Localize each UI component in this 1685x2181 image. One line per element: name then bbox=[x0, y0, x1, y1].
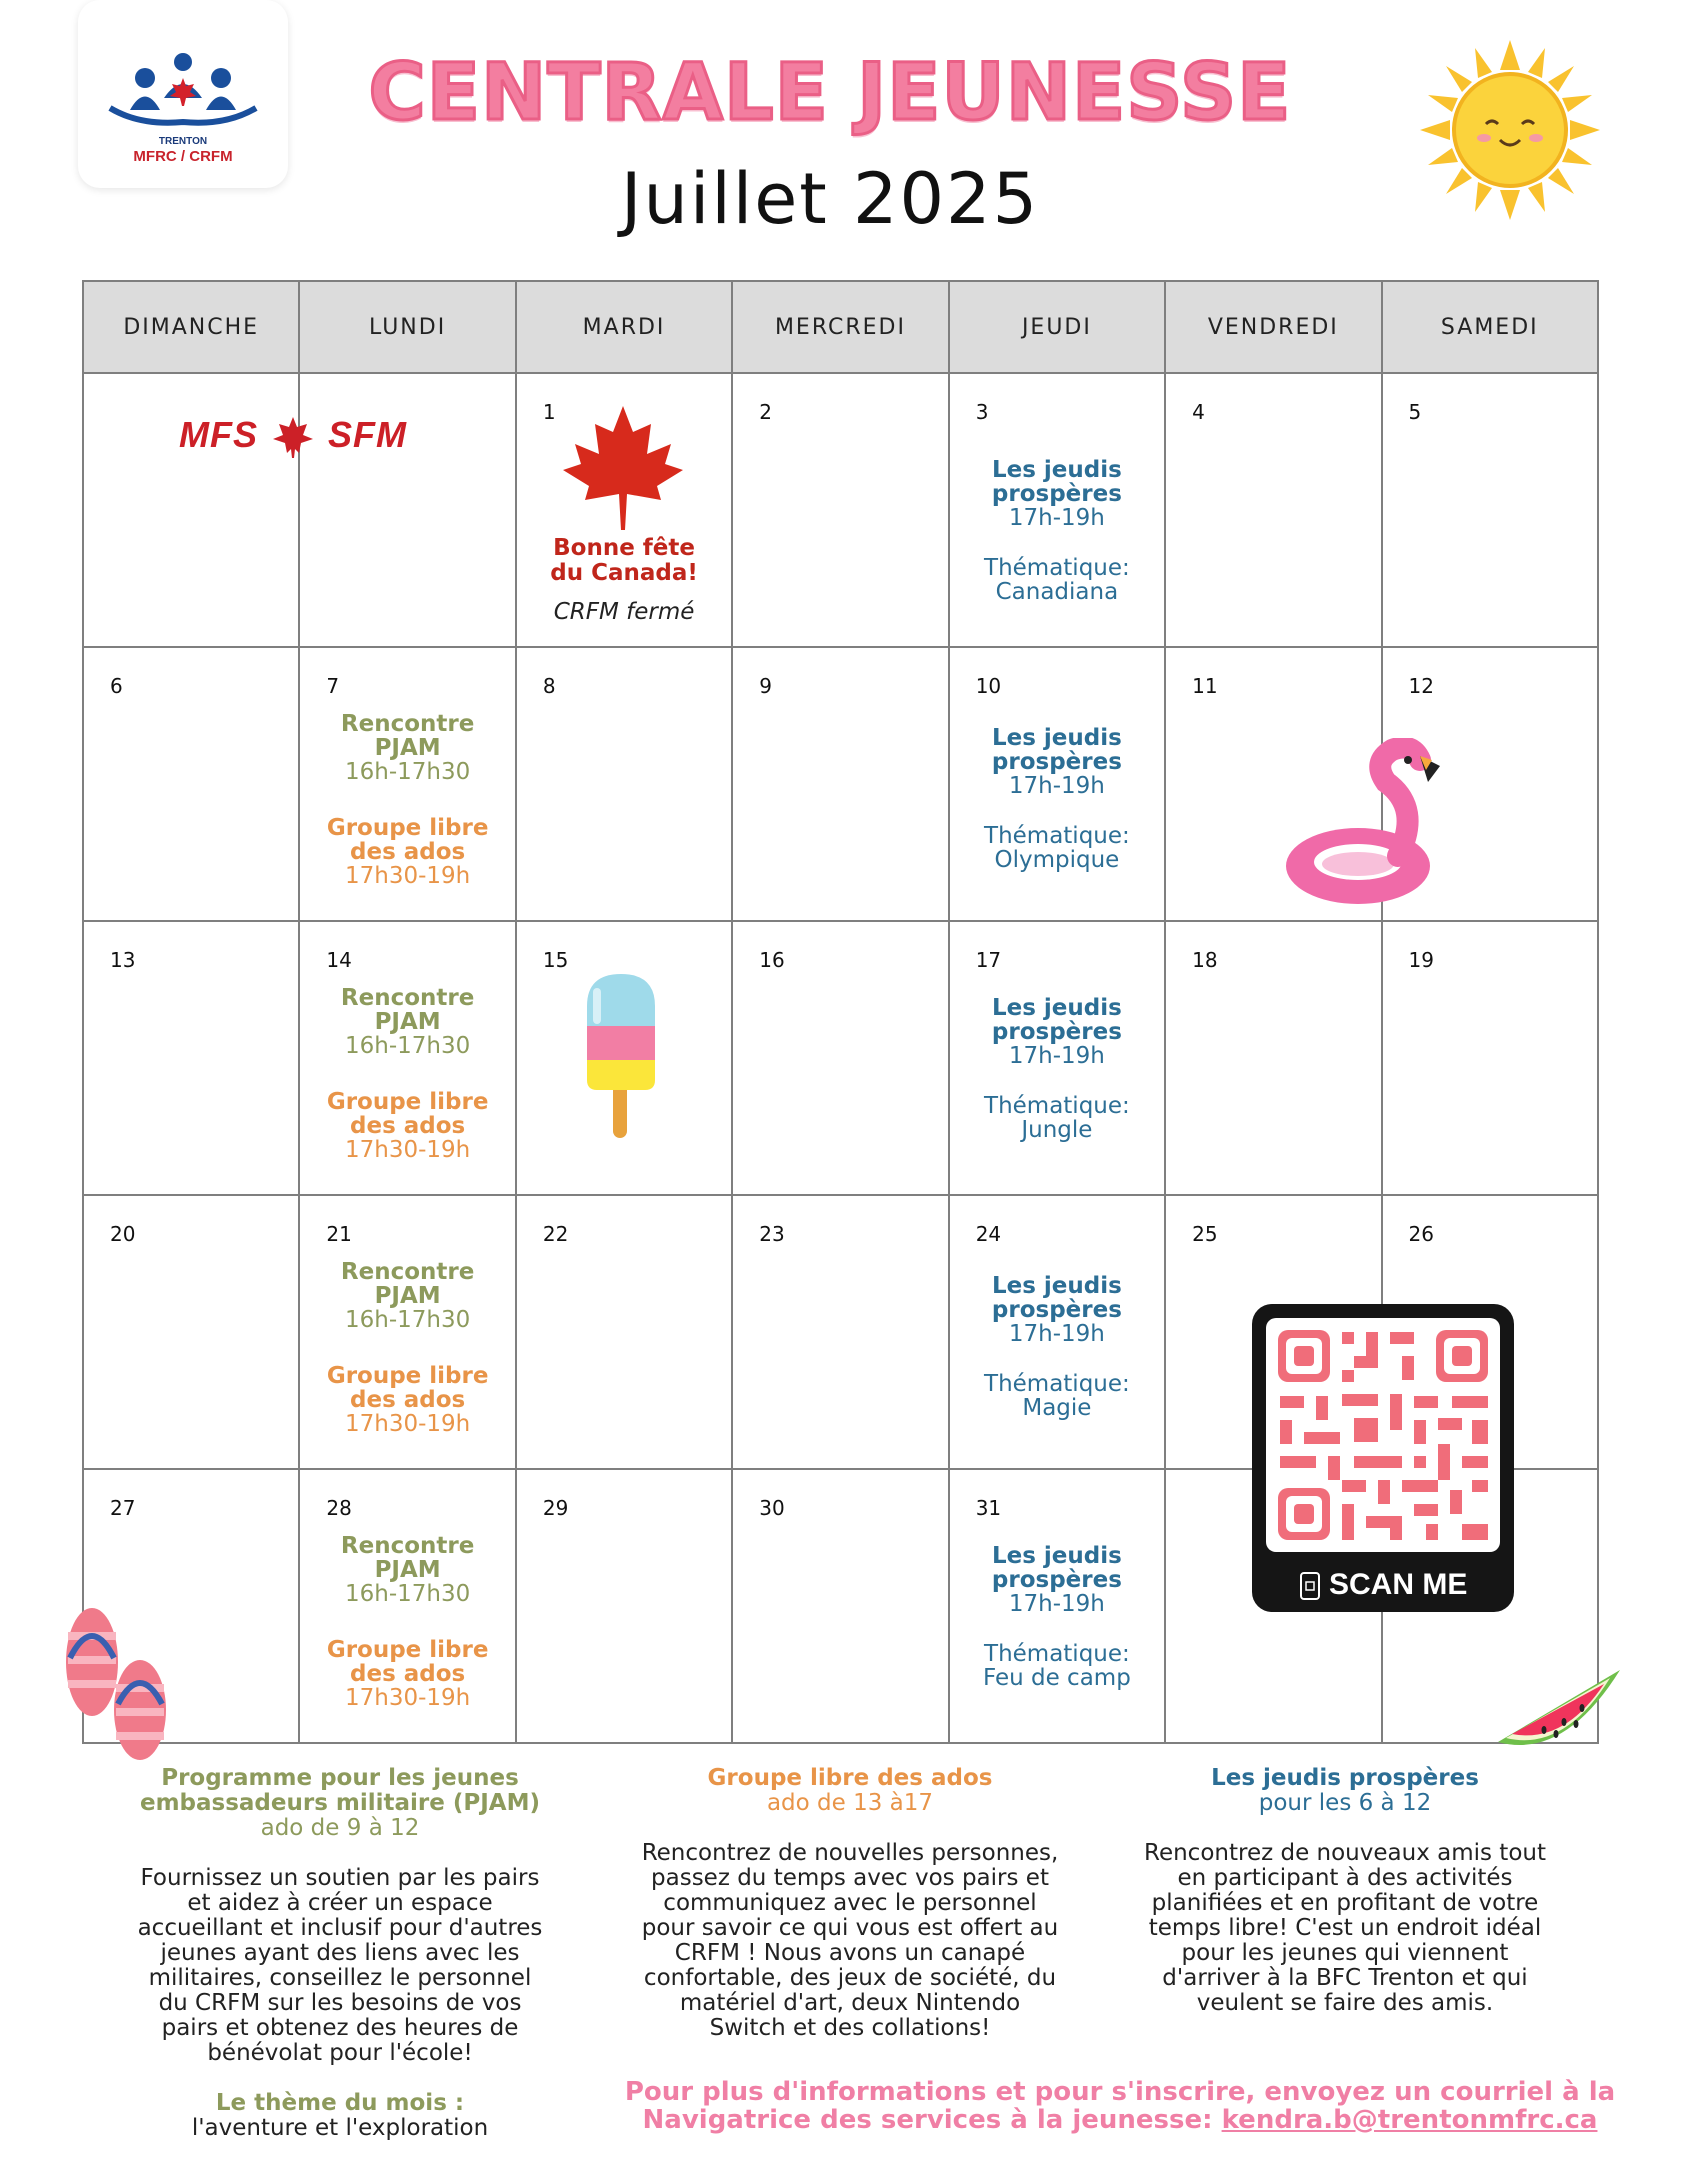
event-pjam-time: 16h-17h30 bbox=[345, 1581, 471, 1607]
day-number: 28 bbox=[326, 1496, 352, 1520]
event-teen-title-2: des ados bbox=[350, 1387, 466, 1413]
event-thursday-time: 17h-19h bbox=[1008, 505, 1105, 531]
qr-pattern-icon bbox=[1266, 1318, 1500, 1552]
day-cell bbox=[732, 1469, 948, 1743]
day-number: 16 bbox=[759, 948, 785, 972]
event-thursday-time: 17h-19h bbox=[1008, 1321, 1105, 1347]
event-teen-title-2: des ados bbox=[350, 1661, 466, 1687]
event-theme-label: Thématique: bbox=[984, 555, 1130, 581]
event-teen-title: Groupe libre bbox=[326, 1089, 489, 1115]
event-pjam-title-2: PJAM bbox=[374, 1557, 441, 1583]
day-number: 23 bbox=[759, 1222, 785, 1246]
event-pjam-title: Rencontre bbox=[340, 711, 475, 737]
day-number: 1 bbox=[542, 400, 556, 424]
mfs-sfm-logo: MFS SFM bbox=[179, 414, 407, 459]
day-header: MARDI bbox=[516, 281, 732, 373]
day-number: 26 bbox=[1408, 1222, 1434, 1246]
thursday-body-line: en participant à des activités bbox=[1177, 1865, 1513, 1891]
pjam-body-line: bénévolat pour l'école! bbox=[207, 2040, 473, 2066]
event-teen-time: 17h30-19h bbox=[345, 1137, 471, 1163]
teen-body-line: Switch et des collations! bbox=[709, 2015, 991, 2041]
contact-info bbox=[620, 2078, 1620, 2134]
day-cell bbox=[949, 647, 1165, 921]
day-number: 30 bbox=[759, 1496, 785, 1520]
event-thursday-title-2: prospères bbox=[991, 1567, 1122, 1593]
event-thursday-title: Les jeudis bbox=[991, 1273, 1122, 1299]
thursday-body-line: pour les jeunes qui viennent bbox=[1181, 1940, 1509, 1966]
day-header: JEUDI bbox=[949, 281, 1165, 373]
day-number: 7 bbox=[326, 674, 340, 698]
pjam-ages: ado de 9 à 12 bbox=[260, 1815, 420, 1841]
day-cell bbox=[949, 1195, 1165, 1469]
day-number: 10 bbox=[975, 674, 1002, 698]
thursday-body-line: d'arriver à la BFC Trenton et qui bbox=[1162, 1965, 1528, 1991]
thursday-body-line: planifiées et en profitant de votre bbox=[1151, 1890, 1539, 1916]
day-number: 17 bbox=[975, 948, 1002, 972]
day-number: 27 bbox=[110, 1496, 136, 1520]
day-number: 9 bbox=[759, 674, 772, 698]
teen-body-line: communiquez avec le personnel bbox=[663, 1890, 1037, 1916]
day-cell bbox=[83, 373, 408, 647]
pjam-body-line: pairs et obtenez des heures de bbox=[161, 2015, 519, 2041]
day-cell bbox=[1165, 373, 1381, 647]
event-theme: Canadiana bbox=[995, 579, 1119, 605]
teen-body-line: matériel d'art, deux Nintendo bbox=[679, 1990, 1021, 2016]
event-thursday-time: 17h-19h bbox=[1008, 773, 1105, 799]
event-theme: Magie bbox=[1022, 1395, 1092, 1421]
pjam-body-line: accueillant et inclusif pour d'autres bbox=[137, 1915, 543, 1941]
canada-day-text-2: du Canada! bbox=[550, 560, 698, 586]
day-cell bbox=[299, 921, 515, 1195]
day-number: 6 bbox=[110, 674, 123, 698]
people-maple-logo-icon bbox=[100, 48, 266, 134]
mfrc-logo bbox=[78, 0, 288, 188]
thursday-ages: pour les 6 à 12 bbox=[1258, 1790, 1432, 1816]
teen-ages: ado de 13 à17 bbox=[766, 1790, 934, 1816]
event-teen-title-2: des ados bbox=[350, 839, 466, 865]
day-cell bbox=[516, 647, 732, 921]
qr-label: SCAN ME bbox=[1252, 1568, 1514, 1602]
day-cell bbox=[83, 647, 299, 921]
event-thursday-time: 17h-19h bbox=[1008, 1591, 1105, 1617]
day-number: 15 bbox=[542, 948, 569, 972]
day-header: DIMANCHE bbox=[83, 281, 299, 373]
event-thursday-time: 17h-19h bbox=[1008, 1043, 1105, 1069]
logo-city: TRENTON bbox=[158, 136, 208, 147]
contact-line-1: Pour plus d'informations et pour s'inscrire, envoyez un courriel à la bbox=[624, 2077, 1616, 2107]
teen-body-line: pour savoir ce qui vous est offert au bbox=[641, 1915, 1059, 1941]
teen-title: Groupe libre des ados bbox=[707, 1765, 993, 1791]
day-number: 20 bbox=[110, 1222, 136, 1246]
watermelon-slice-icon bbox=[1494, 1664, 1624, 1762]
thursday-body-line: temps libre! C'est un endroit idéal bbox=[1148, 1915, 1542, 1941]
flip-flops-icon bbox=[60, 1604, 172, 1764]
event-pjam-time: 16h-17h30 bbox=[345, 1307, 471, 1333]
teen-body-line: confortable, des jeux de société, du bbox=[643, 1965, 1057, 1991]
day-header: MERCREDI bbox=[732, 281, 948, 373]
pjam-title-2: embassadeurs militaire (PJAM) bbox=[139, 1790, 541, 1816]
day-cell bbox=[516, 1195, 732, 1469]
day-cell bbox=[299, 1469, 515, 1743]
day-number: 11 bbox=[1192, 674, 1218, 698]
day-number: 4 bbox=[1192, 400, 1205, 424]
day-cell bbox=[299, 373, 515, 647]
closed-note: CRFM fermé bbox=[553, 599, 695, 625]
teen-body-line: CRFM ! Nous avons un canapé bbox=[674, 1940, 1026, 1966]
event-thursday-title: Les jeudis bbox=[991, 1543, 1122, 1569]
event-thursday-title-2: prospères bbox=[991, 1019, 1122, 1045]
event-pjam-title: Rencontre bbox=[340, 985, 475, 1011]
day-cell bbox=[732, 647, 948, 921]
day-number: 13 bbox=[110, 948, 136, 972]
pjam-title-1: Programme pour les jeunes bbox=[161, 1765, 519, 1791]
day-cell bbox=[732, 1195, 948, 1469]
event-theme: Feu de camp bbox=[982, 1665, 1131, 1691]
day-number: 12 bbox=[1408, 674, 1434, 698]
day-number: 3 bbox=[975, 400, 989, 424]
day-header: VENDREDI bbox=[1165, 281, 1381, 373]
event-theme: Jungle bbox=[1021, 1117, 1093, 1143]
pjam-body-line: militaires, conseillez le personnel bbox=[148, 1965, 532, 1991]
event-pjam-title-2: PJAM bbox=[374, 735, 441, 761]
day-number: 2 bbox=[759, 400, 772, 424]
day-number: 21 bbox=[326, 1222, 352, 1246]
program-thursday bbox=[1120, 1766, 1570, 2016]
day-cell bbox=[1382, 373, 1598, 647]
day-cell bbox=[949, 921, 1165, 1195]
event-pjam-title-2: PJAM bbox=[374, 1283, 441, 1309]
day-cell bbox=[83, 921, 299, 1195]
qr-code[interactable] bbox=[1252, 1304, 1514, 1612]
event-thursday-title-2: prospères bbox=[991, 1297, 1122, 1323]
day-number: 14 bbox=[326, 948, 352, 972]
event-pjam-title-2: PJAM bbox=[374, 1009, 441, 1035]
event-teen-title: Groupe libre bbox=[326, 1363, 489, 1389]
event-pjam-title: Rencontre bbox=[340, 1533, 475, 1559]
event-thursday-title-2: prospères bbox=[991, 481, 1122, 507]
email-link[interactable]: kendra.b@trentonmfrc.ca bbox=[1221, 2105, 1598, 2135]
event-teen-title: Groupe libre bbox=[326, 815, 489, 841]
flamingo-float-icon bbox=[1280, 738, 1450, 910]
event-thursday-title-2: prospères bbox=[991, 749, 1122, 775]
event-thursday-title: Les jeudis bbox=[991, 725, 1122, 751]
thursday-title: Les jeudis prospères bbox=[1211, 1765, 1479, 1791]
page-title: CENTRALE JEUNESSE bbox=[368, 48, 1292, 138]
event-pjam-time: 16h-17h30 bbox=[345, 759, 471, 785]
thursday-body-line: veulent se faire des amis. bbox=[1196, 1990, 1494, 2016]
event-teen-title: Groupe libre bbox=[326, 1637, 489, 1663]
day-cell bbox=[83, 1195, 299, 1469]
event-thursday-title: Les jeudis bbox=[991, 457, 1122, 483]
day-number: 19 bbox=[1408, 948, 1434, 972]
program-teen bbox=[620, 1766, 1080, 2041]
event-pjam-time: 16h-17h30 bbox=[345, 1033, 471, 1059]
day-cell bbox=[516, 1469, 732, 1743]
day-cell bbox=[299, 1195, 515, 1469]
maple-leaf-icon bbox=[561, 404, 685, 532]
logo-org: MFRC / CRFM bbox=[133, 148, 233, 165]
day-number: 8 bbox=[542, 674, 556, 698]
event-teen-time: 17h30-19h bbox=[345, 1685, 471, 1711]
event-theme-label: Thématique: bbox=[984, 823, 1130, 849]
event-theme-label: Thématique: bbox=[984, 1641, 1130, 1667]
day-number: 31 bbox=[975, 1496, 1002, 1520]
day-cell bbox=[299, 647, 515, 921]
event-teen-time: 17h30-19h bbox=[345, 1411, 471, 1437]
program-pjam bbox=[120, 1766, 560, 2141]
event-pjam-title: Rencontre bbox=[340, 1259, 475, 1285]
day-cell bbox=[516, 921, 732, 1195]
pjam-body-line: et aidez à créer un espace bbox=[187, 1890, 493, 1916]
event-teen-time: 17h30-19h bbox=[345, 863, 471, 889]
teen-body-line: Rencontrez de nouvelles personnes, bbox=[641, 1840, 1059, 1866]
smiling-sun-icon bbox=[1420, 40, 1600, 220]
pjam-body-line: Fournissez un soutien par les pairs bbox=[140, 1865, 540, 1891]
day-cell bbox=[732, 373, 948, 647]
phone-scan-icon bbox=[1299, 1572, 1321, 1600]
day-cell bbox=[1382, 921, 1598, 1195]
event-thursday-title: Les jeudis bbox=[991, 995, 1122, 1021]
day-cell bbox=[949, 1469, 1165, 1743]
day-header: SAMEDI bbox=[1382, 281, 1598, 373]
pjam-body-line: du CRFM sur les besoins de vos bbox=[158, 1990, 522, 2016]
event-theme-label: Thématique: bbox=[984, 1371, 1130, 1397]
day-number: 24 bbox=[975, 1222, 1002, 1246]
teen-body-line: passez du temps avec vos pairs et bbox=[651, 1865, 1049, 1891]
week-row bbox=[83, 921, 1598, 1195]
day-cell bbox=[1165, 921, 1381, 1195]
day-number: 18 bbox=[1192, 948, 1218, 972]
pjam-theme: l'aventure et l'exploration bbox=[191, 2115, 489, 2141]
month-title: Juillet 2025 bbox=[620, 158, 1040, 240]
day-cell bbox=[732, 921, 948, 1195]
day-number: 25 bbox=[1192, 1222, 1218, 1246]
day-number: 22 bbox=[542, 1222, 569, 1246]
event-theme: Olympique bbox=[994, 847, 1120, 873]
contact-line-2: Navigatrice des services à la jeunesse: kendra.b@trentonmfrc.ca bbox=[642, 2105, 1598, 2135]
day-cell bbox=[516, 373, 732, 647]
event-teen-title-2: des ados bbox=[350, 1113, 466, 1139]
event-theme-label: Thématique: bbox=[984, 1093, 1130, 1119]
day-header: LUNDI bbox=[299, 281, 515, 373]
thursday-body-line: Rencontrez de nouveaux amis tout bbox=[1144, 1840, 1546, 1866]
popsicle-icon bbox=[579, 970, 663, 1142]
canada-day-text-1: Bonne fête bbox=[553, 535, 695, 561]
week-row bbox=[83, 373, 1598, 647]
day-number: 5 bbox=[1408, 400, 1422, 424]
pjam-body-line: jeunes ayant des liens avec les bbox=[160, 1940, 520, 1966]
pjam-theme-label: Le thème du mois : bbox=[215, 2090, 465, 2116]
day-number: 29 bbox=[542, 1496, 569, 1520]
day-cell bbox=[949, 373, 1165, 647]
